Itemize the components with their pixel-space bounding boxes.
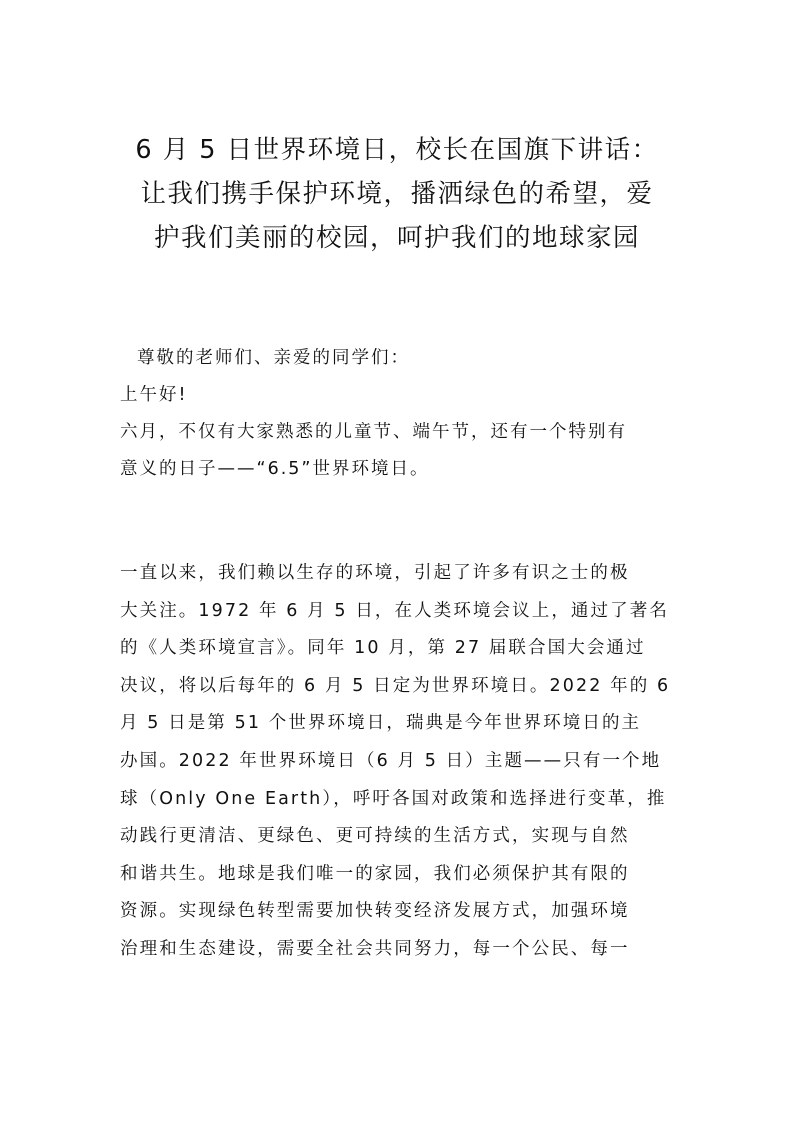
intro-line-1: 六月，不仅有大家熟悉的儿童节、端午节，还有一个特别有 [120,422,627,442]
intro-line-2: 意义的日子——“6.5”世界环境日。 [120,459,430,479]
paragraph-line: 治理和生态建设，需要全社会共同努力，每一个公民、每一 [120,938,630,959]
title-line-3: 护我们美丽的校园，呵护我们的地球家园 [153,223,640,253]
speech-opening [120,340,675,488]
speech-paragraph [120,555,675,969]
paragraph-line: 球（Only One Earth），呼吁各国对政策和选择进行变革，推 [120,788,667,809]
salutation: 上午好! [120,385,188,405]
greeting: 尊敬的老师们、亲爱的同学们： [137,348,410,368]
paragraph-line: 和谐共生。地球是我们唯一的家园，我们必须保护其有限的 [120,863,630,884]
title-line-2: 让我们携手保护环境，播洒绿色的希望，爱 [140,179,654,209]
paragraph-line: 的《人类环境宣言》。同年 10 月，第 27 届联合国大会通过 [120,638,646,659]
paragraph-line: 月 5 日是第 51 个世界环境日，瑞典是今年世界环境日的主 [120,713,642,734]
paragraph-line: 决议，将以后每年的 6 月 5 日定为世界环境日。2022 年的 6 [120,675,671,696]
paragraph-line: 动践行更清洁、更绿色、更可持续的生活方式，实现与自然 [120,826,630,847]
paragraph-line: 资源。实现绿色转型需要加快转变经济发展方式，加强环境 [120,901,630,922]
document-title [112,128,682,260]
paragraph-line: 办国。2022 年世界环境日（6 月 5 日）主题——只有一个地 [120,750,662,771]
paragraph-line: 一直以来，我们赖以生存的环境，引起了许多有识之士的极 [120,563,630,583]
title-line-1: 6 月 5 日世界环境日，校长在国旗下讲话： [135,135,659,165]
paragraph-line: 大关注。1972 年 6 月 5 日，在人类环境会议上，通过了著名 [120,600,669,621]
